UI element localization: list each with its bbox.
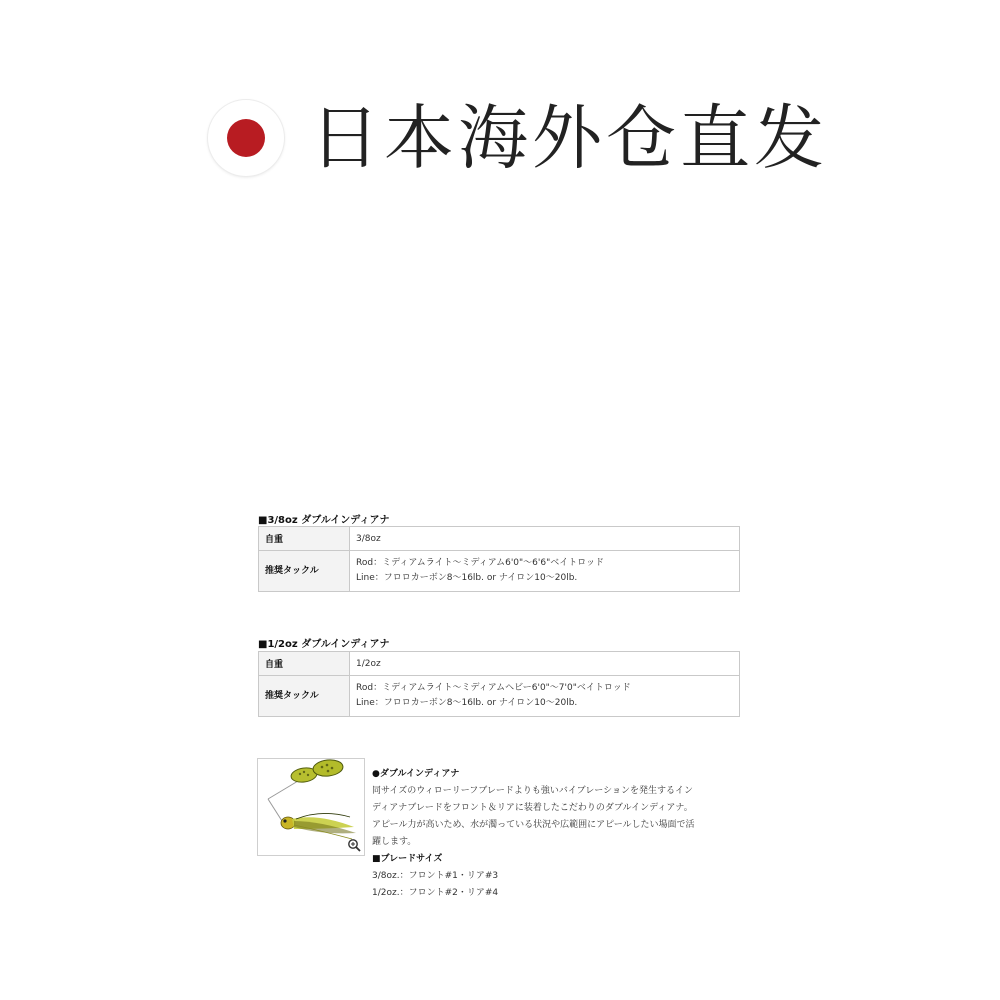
tackle-rod: Rod：ミディアムライト～ミディアムヘビー6'0"～7'0"ベイトロッド [356,683,631,693]
spec-table-3-8oz [258,526,740,592]
weight-label: 自重 [259,527,350,551]
description-line: アピール力が高いため、水が濁っている状況や広範囲にアピールしたい場面で活 [372,820,695,830]
table-row [259,551,740,592]
tackle-value [350,676,740,717]
blade-size-heading: ■ブレードサイズ [372,854,443,864]
weight-value: 1/2oz [350,652,740,676]
tackle-value [350,551,740,592]
page-title: 日本海外仓直发 [310,97,828,179]
blade-size-line: 1/2oz.：フロント#2・リア#4 [372,888,499,898]
zoom-icon[interactable] [347,838,361,852]
header [208,98,828,178]
blade-size-line: 3/8oz.：フロント#1・リア#3 [372,871,499,881]
japan-flag-icon [208,100,284,176]
spec-table-1-2oz [258,651,740,717]
weight-label: 自重 [259,652,350,676]
section-title-3-8oz: ■3/8oz ダブルインディアナ [258,515,390,526]
product-image[interactable] [257,758,365,856]
table-row [259,676,740,717]
description-heading: ●ダブルインディアナ [372,769,460,779]
tackle-label: 推奨タックル [259,676,350,717]
description-line: 躍します。 [372,837,417,847]
tackle-rod: Rod：ミディアムライト～ミディアム6'0"～6'6"ベイトロッド [356,558,605,568]
weight-value: 3/8oz [350,527,740,551]
tackle-line: Line：フロロカーボン8～16lb. or ナイロン10～20lb. [356,698,578,708]
tackle-line: Line：フロロカーボン8～16lb. or ナイロン10～20lb. [356,573,578,583]
table-row [259,527,740,551]
tackle-label: 推奨タックル [259,551,350,592]
description-line: ディアナブレードをフロント＆リアに装着したこだわりのダブルインディアナ。 [372,803,693,813]
product-description [372,766,742,902]
section-title-1-2oz: ■1/2oz ダブルインディアナ [258,639,390,650]
table-row [259,652,740,676]
description-line: 同サイズのウィローリーフブレードよりも強いバイブレーションを発生するイン [372,786,693,796]
